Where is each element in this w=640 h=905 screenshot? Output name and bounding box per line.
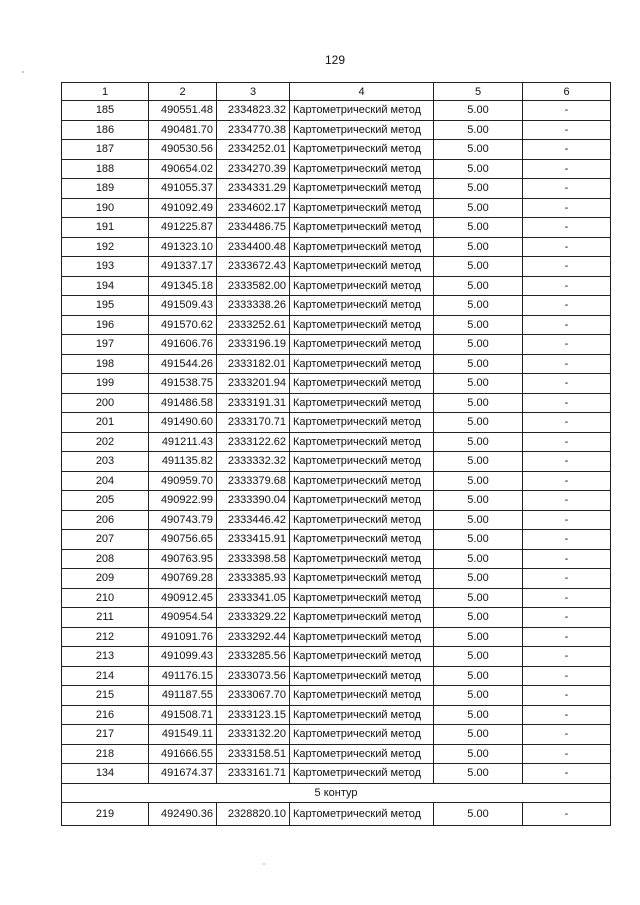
point-number-cell: 211 (62, 608, 149, 628)
method-cell: Картометрический метод (290, 296, 434, 316)
y-coordinate-cell: 2333379.68 (217, 471, 290, 491)
method-cell: Картометрический метод (290, 744, 434, 764)
point-number-cell: 213 (62, 647, 149, 667)
x-coordinate-cell: 491538.75 (149, 374, 217, 394)
note-cell: - (523, 413, 611, 433)
x-coordinate-cell: 490551.48 (149, 101, 217, 121)
x-coordinate-cell: 490959.70 (149, 471, 217, 491)
x-coordinate-cell: 491099.43 (149, 647, 217, 667)
note-cell: - (523, 705, 611, 725)
note-cell: - (523, 257, 611, 277)
x-coordinate-cell: 491345.18 (149, 276, 217, 296)
method-cell: Картометрический метод (290, 608, 434, 628)
method-cell: Картометрический метод (290, 179, 434, 199)
method-cell: Картометрический метод (290, 647, 434, 667)
table-row (62, 588, 611, 608)
x-coordinate-cell: 491674.37 (149, 764, 217, 784)
point-number-cell: 195 (62, 296, 149, 316)
accuracy-cell: 5.00 (434, 510, 523, 530)
point-number-cell: 187 (62, 140, 149, 160)
method-cell: Картометрический метод (290, 432, 434, 452)
accuracy-cell: 5.00 (434, 413, 523, 433)
note-cell: - (523, 354, 611, 374)
accuracy-cell: 5.00 (434, 686, 523, 706)
note-cell: - (523, 608, 611, 628)
note-cell: - (523, 218, 611, 238)
note-cell: - (523, 764, 611, 784)
accuracy-cell: 5.00 (434, 549, 523, 569)
x-coordinate-cell: 491509.43 (149, 296, 217, 316)
accuracy-cell: 5.00 (434, 276, 523, 296)
y-coordinate-cell: 2334331.29 (217, 179, 290, 199)
point-number-cell: 206 (62, 510, 149, 530)
accuracy-cell: 5.00 (434, 354, 523, 374)
table-row (62, 276, 611, 296)
note-cell: - (523, 725, 611, 745)
accuracy-cell: 5.00 (434, 198, 523, 218)
note-cell: - (523, 101, 611, 121)
x-coordinate-cell: 490912.45 (149, 588, 217, 608)
note-cell: - (523, 647, 611, 667)
note-cell: - (523, 686, 611, 706)
accuracy-cell: 5.00 (434, 335, 523, 355)
accuracy-cell: 5.00 (434, 608, 523, 628)
method-cell: Картометрический метод (290, 140, 434, 160)
y-coordinate-cell: 2333067.70 (217, 686, 290, 706)
table-row (62, 315, 611, 335)
accuracy-cell: 5.00 (434, 159, 523, 179)
note-cell: - (523, 530, 611, 550)
point-number-cell: 191 (62, 218, 149, 238)
point-number-cell: 216 (62, 705, 149, 725)
accuracy-cell: 5.00 (434, 179, 523, 199)
x-coordinate-cell: 491337.17 (149, 257, 217, 277)
y-coordinate-cell: 2334252.01 (217, 140, 290, 160)
scan-speck (263, 863, 265, 865)
y-coordinate-cell: 2333292.44 (217, 627, 290, 647)
y-coordinate-cell: 2333252.61 (217, 315, 290, 335)
note-cell: - (523, 802, 611, 825)
accuracy-cell: 5.00 (434, 296, 523, 316)
note-cell: - (523, 510, 611, 530)
accuracy-cell: 5.00 (434, 218, 523, 238)
contour-header-row (62, 783, 611, 802)
method-cell: Картометрический метод (290, 705, 434, 725)
y-coordinate-cell: 2334270.39 (217, 159, 290, 179)
table-row (62, 569, 611, 589)
note-cell: - (523, 569, 611, 589)
accuracy-cell: 5.00 (434, 764, 523, 784)
accuracy-cell: 5.00 (434, 705, 523, 725)
point-number-cell: 210 (62, 588, 149, 608)
accuracy-cell: 5.00 (434, 237, 523, 257)
x-coordinate-cell: 491544.26 (149, 354, 217, 374)
accuracy-cell: 5.00 (434, 101, 523, 121)
method-cell: Картометрический метод (290, 530, 434, 550)
point-number-cell: 186 (62, 120, 149, 140)
table-row (62, 218, 611, 238)
y-coordinate-cell: 2333191.31 (217, 393, 290, 413)
point-number-cell: 194 (62, 276, 149, 296)
note-cell: - (523, 237, 611, 257)
accuracy-cell: 5.00 (434, 140, 523, 160)
note-cell: - (523, 549, 611, 569)
point-number-cell: 209 (62, 569, 149, 589)
y-coordinate-cell: 2333385.93 (217, 569, 290, 589)
y-coordinate-cell: 2333123.15 (217, 705, 290, 725)
table-row (62, 296, 611, 316)
y-coordinate-cell: 2333446.42 (217, 510, 290, 530)
note-cell: - (523, 296, 611, 316)
x-coordinate-cell: 491549.11 (149, 725, 217, 745)
accuracy-cell: 5.00 (434, 725, 523, 745)
y-coordinate-cell: 2333341.05 (217, 588, 290, 608)
y-coordinate-cell: 2334486.75 (217, 218, 290, 238)
accuracy-cell: 5.00 (434, 627, 523, 647)
method-cell: Картометрический метод (290, 549, 434, 569)
method-cell: Картометрический метод (290, 666, 434, 686)
point-number-cell: 202 (62, 432, 149, 452)
point-number-cell: 185 (62, 101, 149, 121)
note-cell: - (523, 491, 611, 511)
x-coordinate-cell: 491570.62 (149, 315, 217, 335)
note-cell: - (523, 140, 611, 160)
x-coordinate-cell: 490530.56 (149, 140, 217, 160)
table-row (62, 666, 611, 686)
accuracy-cell: 5.00 (434, 588, 523, 608)
method-cell: Картометрический метод (290, 276, 434, 296)
point-number-cell: 212 (62, 627, 149, 647)
y-coordinate-cell: 2333332.32 (217, 452, 290, 472)
x-coordinate-cell: 491176.15 (149, 666, 217, 686)
point-number-cell: 201 (62, 413, 149, 433)
accuracy-cell: 5.00 (434, 393, 523, 413)
contour-label: 5 контур (62, 783, 611, 802)
y-coordinate-cell: 2333132.20 (217, 725, 290, 745)
column-header: 5 (434, 83, 523, 101)
table-row (62, 120, 611, 140)
table-row (62, 802, 611, 825)
method-cell: Картометрический метод (290, 471, 434, 491)
method-cell: Картометрический метод (290, 491, 434, 511)
note-cell: - (523, 315, 611, 335)
coordinates-table (61, 82, 611, 826)
y-coordinate-cell: 2328820.10 (217, 802, 290, 825)
point-number-cell: 189 (62, 179, 149, 199)
point-number-cell: 218 (62, 744, 149, 764)
table-row (62, 198, 611, 218)
table-row (62, 510, 611, 530)
accuracy-cell: 5.00 (434, 491, 523, 511)
method-cell: Картометрический метод (290, 510, 434, 530)
table-row (62, 257, 611, 277)
point-number-cell: 203 (62, 452, 149, 472)
x-coordinate-cell: 491092.49 (149, 198, 217, 218)
accuracy-cell: 5.00 (434, 257, 523, 277)
table-row (62, 491, 611, 511)
note-cell: - (523, 393, 611, 413)
accuracy-cell: 5.00 (434, 647, 523, 667)
page-number: 129 (324, 53, 346, 67)
method-cell: Картометрический метод (290, 627, 434, 647)
accuracy-cell: 5.00 (434, 471, 523, 491)
method-cell: Картометрический метод (290, 725, 434, 745)
table-row (62, 354, 611, 374)
method-cell: Картометрический метод (290, 120, 434, 140)
accuracy-cell: 5.00 (434, 452, 523, 472)
y-coordinate-cell: 2333170.71 (217, 413, 290, 433)
method-cell: Картометрический метод (290, 354, 434, 374)
table-row (62, 471, 611, 491)
method-cell: Картометрический метод (290, 218, 434, 238)
accuracy-cell: 5.00 (434, 120, 523, 140)
method-cell: Картометрический метод (290, 588, 434, 608)
note-cell: - (523, 120, 611, 140)
note-cell: - (523, 198, 611, 218)
y-coordinate-cell: 2333390.04 (217, 491, 290, 511)
table-row (62, 744, 611, 764)
method-cell: Картометрический метод (290, 237, 434, 257)
y-coordinate-cell: 2333201.94 (217, 374, 290, 394)
note-cell: - (523, 588, 611, 608)
point-number-cell: 215 (62, 686, 149, 706)
method-cell: Картометрический метод (290, 101, 434, 121)
note-cell: - (523, 374, 611, 394)
method-cell: Картометрический метод (290, 802, 434, 825)
x-coordinate-cell: 490769.28 (149, 569, 217, 589)
y-coordinate-cell: 2333182.01 (217, 354, 290, 374)
y-coordinate-cell: 2333285.56 (217, 647, 290, 667)
note-cell: - (523, 627, 611, 647)
y-coordinate-cell: 2333672.43 (217, 257, 290, 277)
method-cell: Картометрический метод (290, 198, 434, 218)
table-row (62, 705, 611, 725)
y-coordinate-cell: 2333161.71 (217, 764, 290, 784)
point-number-cell: 193 (62, 257, 149, 277)
column-header: 1 (62, 83, 149, 101)
column-header: 3 (217, 83, 290, 101)
table-row (62, 374, 611, 394)
x-coordinate-cell: 491486.58 (149, 393, 217, 413)
x-coordinate-cell: 491606.76 (149, 335, 217, 355)
point-number-cell: 196 (62, 315, 149, 335)
accuracy-cell: 5.00 (434, 432, 523, 452)
table-row (62, 179, 611, 199)
accuracy-cell: 5.00 (434, 374, 523, 394)
y-coordinate-cell: 2334823.32 (217, 101, 290, 121)
x-coordinate-cell: 491225.87 (149, 218, 217, 238)
table-row (62, 686, 611, 706)
table-row (62, 335, 611, 355)
method-cell: Картометрический метод (290, 374, 434, 394)
point-number-cell: 190 (62, 198, 149, 218)
note-cell: - (523, 276, 611, 296)
x-coordinate-cell: 491211.43 (149, 432, 217, 452)
table-row (62, 140, 611, 160)
point-number-cell: 197 (62, 335, 149, 355)
y-coordinate-cell: 2333582.00 (217, 276, 290, 296)
method-cell: Картометрический метод (290, 686, 434, 706)
method-cell: Картометрический метод (290, 413, 434, 433)
y-coordinate-cell: 2333398.58 (217, 549, 290, 569)
x-coordinate-cell: 490743.79 (149, 510, 217, 530)
x-coordinate-cell: 490922.99 (149, 491, 217, 511)
table-row (62, 725, 611, 745)
y-coordinate-cell: 2333073.56 (217, 666, 290, 686)
note-cell: - (523, 159, 611, 179)
point-number-cell: 214 (62, 666, 149, 686)
y-coordinate-cell: 2333196.19 (217, 335, 290, 355)
note-cell: - (523, 471, 611, 491)
table-row (62, 159, 611, 179)
table-header-row (62, 83, 611, 101)
point-number-cell: 198 (62, 354, 149, 374)
point-number-cell: 219 (62, 802, 149, 825)
table-row (62, 627, 611, 647)
column-header: 2 (149, 83, 217, 101)
accuracy-cell: 5.00 (434, 802, 523, 825)
contour-body (62, 802, 611, 825)
y-coordinate-cell: 2334602.17 (217, 198, 290, 218)
table-row (62, 237, 611, 257)
method-cell: Картометрический метод (290, 569, 434, 589)
method-cell: Картометрический метод (290, 764, 434, 784)
point-number-cell: 188 (62, 159, 149, 179)
x-coordinate-cell: 490763.95 (149, 549, 217, 569)
point-number-cell: 204 (62, 471, 149, 491)
accuracy-cell: 5.00 (434, 530, 523, 550)
y-coordinate-cell: 2334400.48 (217, 237, 290, 257)
method-cell: Картометрический метод (290, 159, 434, 179)
note-cell: - (523, 744, 611, 764)
table-row (62, 764, 611, 784)
point-number-cell: 205 (62, 491, 149, 511)
method-cell: Картометрический метод (290, 393, 434, 413)
x-coordinate-cell: 491508.71 (149, 705, 217, 725)
note-cell: - (523, 666, 611, 686)
y-coordinate-cell: 2334770.38 (217, 120, 290, 140)
point-number-cell: 207 (62, 530, 149, 550)
method-cell: Картометрический метод (290, 315, 434, 335)
x-coordinate-cell: 491187.55 (149, 686, 217, 706)
point-number-cell: 208 (62, 549, 149, 569)
column-header: 6 (523, 83, 611, 101)
y-coordinate-cell: 2333158.51 (217, 744, 290, 764)
x-coordinate-cell: 491323.10 (149, 237, 217, 257)
x-coordinate-cell: 491490.60 (149, 413, 217, 433)
contour-section (62, 783, 611, 802)
accuracy-cell: 5.00 (434, 569, 523, 589)
point-number-cell: 200 (62, 393, 149, 413)
y-coordinate-cell: 2333415.91 (217, 530, 290, 550)
table-row (62, 647, 611, 667)
note-cell: - (523, 179, 611, 199)
y-coordinate-cell: 2333338.26 (217, 296, 290, 316)
table-row (62, 452, 611, 472)
x-coordinate-cell: 490756.65 (149, 530, 217, 550)
x-coordinate-cell: 490954.54 (149, 608, 217, 628)
note-cell: - (523, 335, 611, 355)
method-cell: Картометрический метод (290, 335, 434, 355)
x-coordinate-cell: 491666.55 (149, 744, 217, 764)
scan-speck (22, 71, 24, 73)
x-coordinate-cell: 492490.36 (149, 802, 217, 825)
y-coordinate-cell: 2333122.62 (217, 432, 290, 452)
point-number-cell: 134 (62, 764, 149, 784)
table-row (62, 549, 611, 569)
note-cell: - (523, 432, 611, 452)
table-row (62, 393, 611, 413)
method-cell: Картометрический метод (290, 452, 434, 472)
accuracy-cell: 5.00 (434, 744, 523, 764)
y-coordinate-cell: 2333329.22 (217, 608, 290, 628)
x-coordinate-cell: 491091.76 (149, 627, 217, 647)
x-coordinate-cell: 490481.70 (149, 120, 217, 140)
column-header: 4 (290, 83, 434, 101)
point-number-cell: 192 (62, 237, 149, 257)
point-number-cell: 217 (62, 725, 149, 745)
x-coordinate-cell: 490654.02 (149, 159, 217, 179)
table-body (62, 101, 611, 784)
note-cell: - (523, 452, 611, 472)
table-row (62, 432, 611, 452)
table-row (62, 101, 611, 121)
table-row (62, 413, 611, 433)
accuracy-cell: 5.00 (434, 666, 523, 686)
method-cell: Картометрический метод (290, 257, 434, 277)
x-coordinate-cell: 491135.82 (149, 452, 217, 472)
accuracy-cell: 5.00 (434, 315, 523, 335)
point-number-cell: 199 (62, 374, 149, 394)
x-coordinate-cell: 491055.37 (149, 179, 217, 199)
table-row (62, 530, 611, 550)
table-row (62, 608, 611, 628)
